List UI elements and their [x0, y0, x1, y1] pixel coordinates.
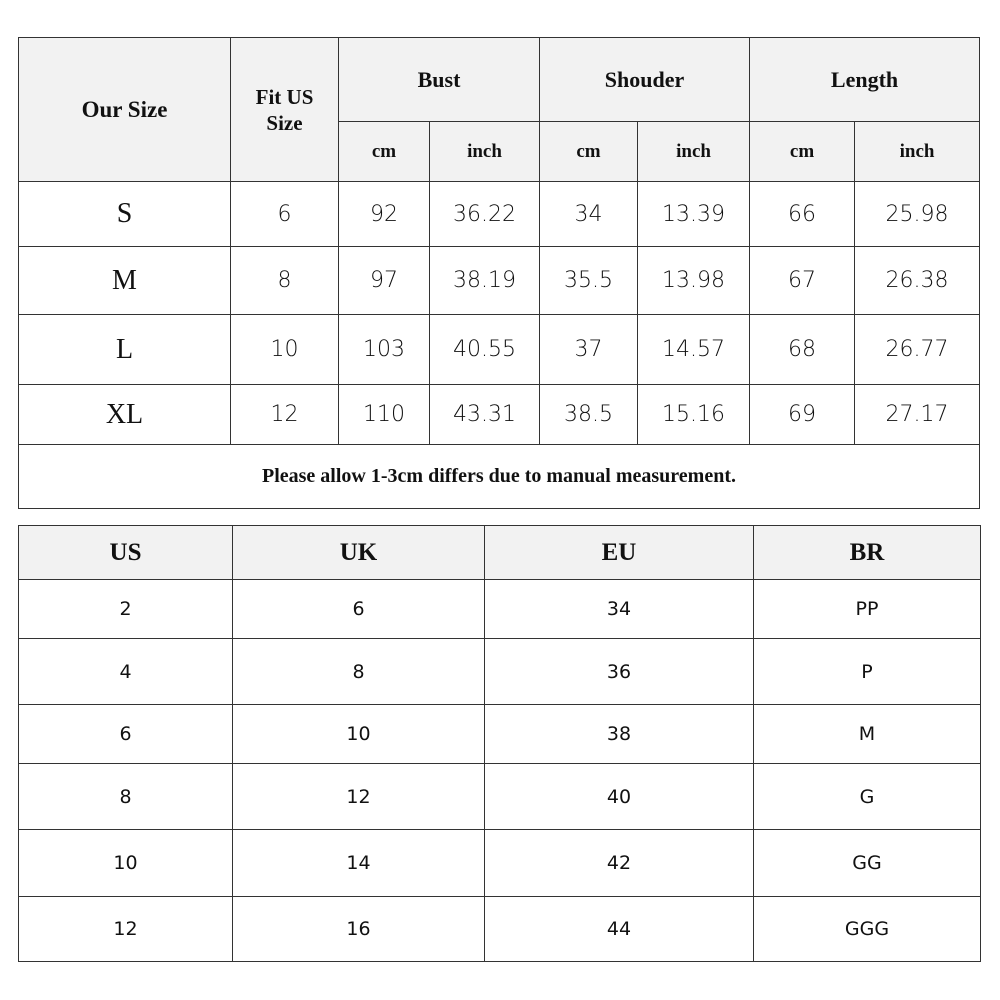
header-shoulder-inch: inch [638, 122, 750, 182]
length-cm-value: 67 [750, 247, 855, 315]
eu-size: 34 [485, 580, 754, 639]
measurement-note: Please allow 1-3cm differs due to manual measurement. [19, 445, 980, 509]
uk-size: 10 [233, 705, 485, 764]
shoulder-inch-value: 13.39 [638, 182, 750, 247]
eu-size: 36 [485, 639, 754, 705]
bust-inch-value: 43.31 [430, 385, 540, 445]
us-size: 2 [19, 580, 233, 639]
fit-us-value: 6 [231, 182, 339, 247]
uk-size: 8 [233, 639, 485, 705]
table-row [19, 385, 980, 445]
header-bust-cm: cm [339, 122, 430, 182]
eu-size: 42 [485, 830, 754, 897]
shoulder-inch-value: 15.16 [638, 385, 750, 445]
bust-inch-value: 40.55 [430, 315, 540, 385]
size-label: M [19, 247, 231, 315]
br-size: M [754, 705, 981, 764]
length-inch-value: 25.98 [855, 182, 980, 247]
table-row [19, 897, 981, 962]
table-row [19, 705, 981, 764]
size-chart-table [18, 37, 980, 509]
us-size: 6 [19, 705, 233, 764]
shoulder-inch-value: 14.57 [638, 315, 750, 385]
table-row [19, 315, 980, 385]
table-row [19, 639, 981, 705]
header-us: US [19, 526, 233, 580]
table-row [19, 764, 981, 830]
bust-cm-value: 103 [339, 315, 430, 385]
header-bust: Bust [339, 38, 540, 122]
bust-cm-value: 97 [339, 247, 430, 315]
uk-size: 16 [233, 897, 485, 962]
header-uk: UK [233, 526, 485, 580]
us-size: 10 [19, 830, 233, 897]
eu-size: 44 [485, 897, 754, 962]
header-length-inch: inch [855, 122, 980, 182]
shoulder-cm-value: 35.5 [540, 247, 638, 315]
size-conversion-table [18, 525, 981, 962]
size-chart-header-row [19, 38, 980, 122]
length-cm-value: 68 [750, 315, 855, 385]
uk-size: 6 [233, 580, 485, 639]
header-eu: EU [485, 526, 754, 580]
header-length: Length [750, 38, 980, 122]
br-size: GG [754, 830, 981, 897]
br-size: P [754, 639, 981, 705]
us-size: 8 [19, 764, 233, 830]
us-size: 4 [19, 639, 233, 705]
bust-inch-value: 38.19 [430, 247, 540, 315]
length-inch-value: 26.77 [855, 315, 980, 385]
eu-size: 38 [485, 705, 754, 764]
size-label: XL [19, 385, 231, 445]
table-row [19, 182, 980, 247]
br-size: G [754, 764, 981, 830]
header-br: BR [754, 526, 981, 580]
bust-inch-value: 36.22 [430, 182, 540, 247]
header-shoulder: Shouder [540, 38, 750, 122]
bust-cm-value: 110 [339, 385, 430, 445]
fit-us-value: 12 [231, 385, 339, 445]
length-inch-value: 27.17 [855, 385, 980, 445]
header-length-cm: cm [750, 122, 855, 182]
shoulder-cm-value: 37 [540, 315, 638, 385]
shoulder-inch-value: 13.98 [638, 247, 750, 315]
length-cm-value: 66 [750, 182, 855, 247]
length-inch-value: 26.38 [855, 247, 980, 315]
uk-size: 12 [233, 764, 485, 830]
header-our-size: Our Size [19, 38, 231, 182]
shoulder-cm-value: 38.5 [540, 385, 638, 445]
length-cm-value: 69 [750, 385, 855, 445]
header-shoulder-cm: cm [540, 122, 638, 182]
header-fit-us-size [231, 38, 339, 182]
br-size: GGG [754, 897, 981, 962]
shoulder-cm-value: 34 [540, 182, 638, 247]
measurement-note-row [19, 445, 980, 509]
table-row [19, 830, 981, 897]
table-row [19, 247, 980, 315]
bust-cm-value: 92 [339, 182, 430, 247]
us-size: 12 [19, 897, 233, 962]
br-size: PP [754, 580, 981, 639]
fit-us-value: 8 [231, 247, 339, 315]
fit-us-value: 10 [231, 315, 339, 385]
size-label: S [19, 182, 231, 247]
table-row [19, 580, 981, 639]
conversion-header-row [19, 526, 981, 580]
size-label: L [19, 315, 231, 385]
header-fit-us-size-text: Fit US Size [255, 84, 314, 135]
uk-size: 14 [233, 830, 485, 897]
header-bust-inch: inch [430, 122, 540, 182]
eu-size: 40 [485, 764, 754, 830]
